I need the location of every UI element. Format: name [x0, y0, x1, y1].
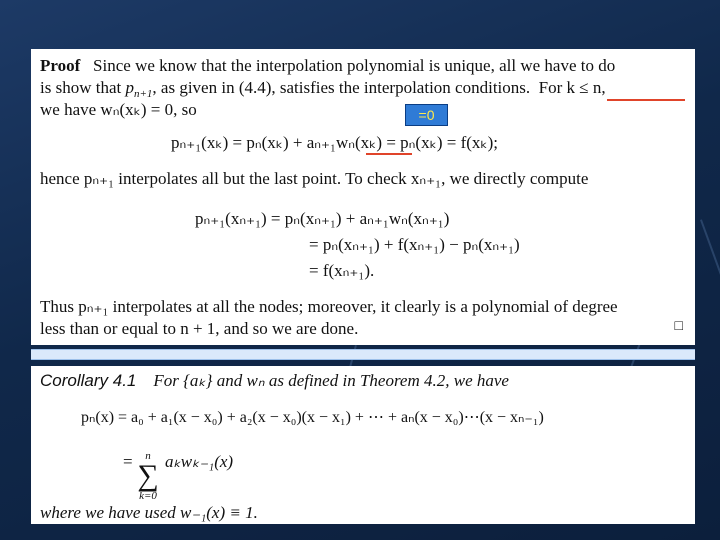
corollary-footer: where we have used w₋₁(x) ≡ 1.: [40, 503, 258, 522]
highlight-underline: [607, 99, 685, 101]
proof-line-1: [40, 55, 615, 76]
proof-hence: hence pₙ₊₁ interpolates all but the last point. To check xₙ₊₁, we directly compute: [40, 169, 589, 188]
annotation-callout: =0: [405, 104, 448, 126]
proof-panel: [31, 49, 695, 345]
equation-1: pₙ₊₁(xₖ) = pₙ(xₖ) + aₙ₊₁wₙ(xₖ) = pₙ(xₖ) = f(xₖ);: [171, 133, 499, 152]
proof-lead: Proof: [40, 56, 81, 75]
corollary-panel: [31, 366, 695, 524]
sum-upper: n: [145, 450, 151, 462]
equation-2-line-3: = f(xₙ₊₁).: [309, 261, 375, 280]
proof-thus-1: Thus pₙ₊₁ interpolates at all the nodes; moreover, it clearly is a polynomial of degree: [40, 297, 618, 316]
corollary-statement: For {aₖ} and wₙ as defined in Theorem 4.2, we have: [153, 371, 509, 390]
proof-line-3: we have wₙ(xₖ) = 0, so: [40, 100, 197, 119]
corollary-equation-1: pₙ(x) = a₀ + a₁(x − x₀) + a₂(x − x₀)(x − x₁) + ⋯ + aₙ(x − x₀)⋯(x − xₙ₋₁): [81, 409, 544, 426]
qed-symbol: □: [674, 319, 683, 334]
proof-var-sub: n+1: [133, 88, 153, 100]
sum-lower: k=0: [139, 490, 157, 502]
proof-text-1: Since we know that the interpolation polynomial is unique, all we have to do: [93, 56, 616, 75]
proof-thus-2: less than or equal to n + 1, and so we are done.: [40, 319, 359, 338]
corollary-sum-term: aₖwₖ₋₁(x): [165, 452, 234, 471]
equation-underline: [366, 153, 412, 155]
summation: [137, 450, 159, 502]
proof-text-2a: is show that: [40, 78, 126, 97]
sum-symbol: ∑: [137, 459, 159, 492]
corollary-heading: [40, 370, 509, 391]
corollary-equals: =: [123, 452, 133, 471]
proof-var: p: [125, 78, 134, 97]
equation-2-line-2: = pₙ(xₙ₊₁) + f(xₙ₊₁) − pₙ(xₙ₊₁): [309, 235, 520, 254]
proof-highlight: For k ≤ n,: [538, 78, 606, 97]
corollary-label: Corollary 4.1: [40, 371, 137, 390]
background-decoration: [700, 219, 720, 332]
section-divider: [31, 349, 695, 360]
proof-text-2b: , as given in (4.4), satisfies the interpolation conditions.: [152, 78, 531, 97]
equation-2-line-1: pₙ₊₁(xₙ₊₁) = pₙ(xₙ₊₁) + aₙ₊₁wₙ(xₙ₊₁): [195, 209, 450, 228]
